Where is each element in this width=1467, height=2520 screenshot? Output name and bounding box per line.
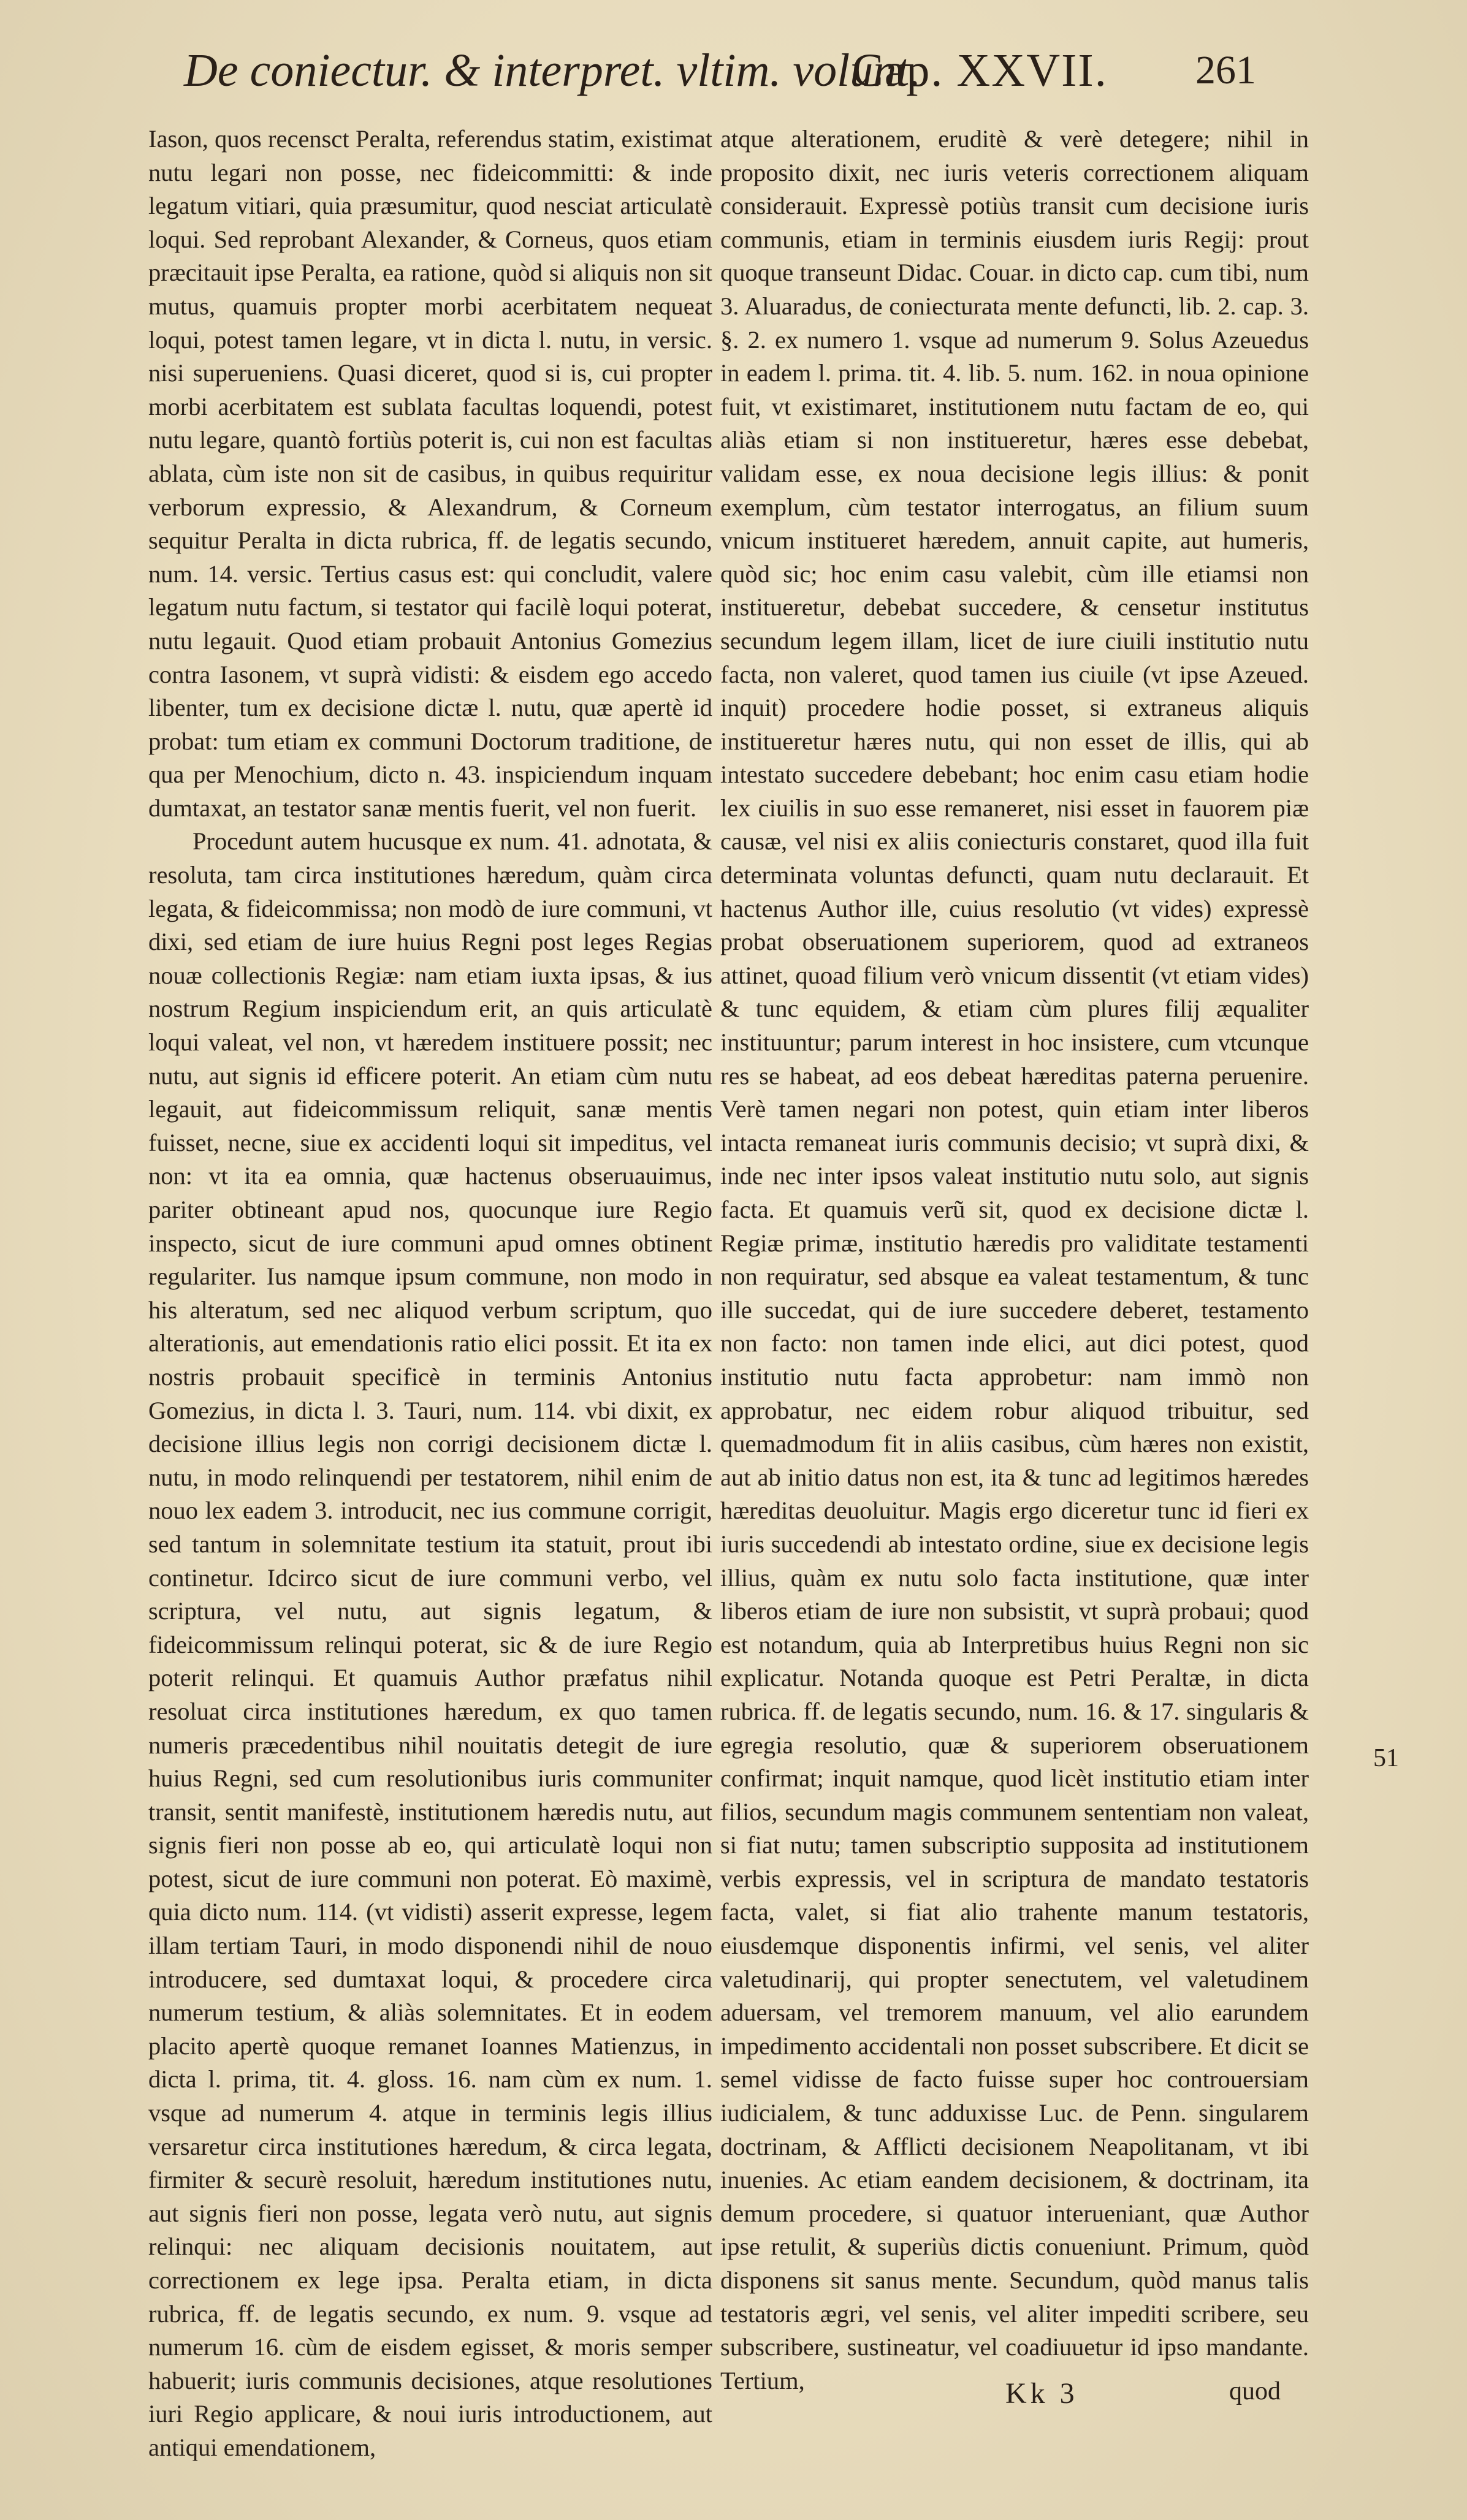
signature-mark: Kk 3 xyxy=(1005,2377,1078,2410)
paragraph: Procedunt autem hucusque ex num. 41. adnotata, & resoluta, tam circa institutiones hæredum, quàm circa legata, & fideicommissa; non modò de iure communi, vt dixi, sed etiam de iure huius Regni post leges Regias nouæ collectionis Regiæ: nam etiam iuxta ipsas, & ius nostrum Regium inspiciendum erit, an quis articulatè loqui valeat, vel non, vt hæredem instituere possit; nec nutu, aut signis id efficere poterit. An etiam cùm nutu legauit, aut fideicommissum reliquit, sanæ mentis fuisset, necne, siue ex accidenti loqui sit impeditus, vel non: vt ita ea omnia, quæ hactenus obseruauimus, pariter obtineant apud nos, quocunque iure Regio inspecto, sicut de iure communi apud omnes obtinent regulariter. Ius namque ipsum commune, non modo in his alteratum, sed nec aliquod verbum scriptum, quo alterationis, aut emendationis ratio elici possit. Et ita ex nostris probauit specificè in terminis Antonius Gomezius, in dicta l. 3. Tauri, num. 114. vbi dixit, ex decisione illius legis non corrigi decisionem dictæ l. nutu, in modo relinquendi per testatorem, nihil enim de nouo lex eadem 3. introducit, nec ius commune corrigit, sed tantum in solemnitate testium ita statuit, prout ibi continetur. Idcirco sicut de iure communi verbo, vel scriptura, vel nutu, aut signis legatum, & fideicommissum relinqui poterat, sic & de iure Regio poterit relinqui. Et quamuis Author præfatus nihil resoluat circa institutiones hæredum, ex quo tamen numeris præcedentibus nihil nouitatis detegit de iure huius Regni, sed cum resolutionibus iuris communiter transit, sentit manifestè, institutionem hæredis nutu, aut signis fieri non posse ab eo, qui articulatè loqui non potest, sicut de iure communi non poterat. Eò maximè, quia dicto num. 114. (vt vidisti) asserit expresse, legem illam tertiam Tauri, in modo disponendi nihil de nouo introducere, sed dumtaxat loqui, & procedere circa numerum testium, & aliàs solemnitates. Et in eodem placito apertè quoque remanet Ioannes Matienzus, in dicta l. prima, tit. 4. gloss. 16. nam cùm ex num. 1. vsque ad numerum 4. atque in terminis legis illius versaretur circa institutiones hæredum, & circa legata, firmiter & securè resoluit, hæredum institutiones nutu, aut signis fieri non posse, legata verò nutu, aut signis relinqui: nec aliquam decisionis nouitatem, aut correctionem ex lege ipsa. Peralta etiam, in dicta rubrica, ff. de legatis secundo, ex num. 9. vsque ad numerum 16. cùm de eisdem egisset, & moris semper habuerit; iuris communis decisiones, atque resolutiones iuri Regio applicare, & noui iuris introductionem, aut antiqui emendationem, xyxy=(148,827,712,2461)
page-number: 261 xyxy=(1195,48,1256,93)
paragraph: atque alterationem, eruditè & verè detegere; nihil in proposito dixit, nec iuris veteris correctionem aliquam considerauit. Expressè potiùs transit cum decisione iuris communis, etiam in terminis eiusdem iuris Regij: prout quoque transeunt Didac. Couar. in dicto cap. cum tibi, num 3. Aluaradus, de coniecturata mente defuncti, lib. 2. cap. 3. §. 2. ex numero 1. vsque ad numerum 9. Solus Azeuedus in eadem l. prima. tit. 4. lib. 5. num. 162. in noua opinione fuit, vt existimaret, institutionem nutu factam de eo, qui aliàs etiam si non institueretur, hæres esse debebat, validam esse, ex noua decisione legis illius: & ponit exemplum, cùm testator interrogatus, an filium suum vnicum institueret hæredem, annuit capite, aut humeris, quòd sic; hoc enim casu valebit, cùm ille etiamsi non institueretur, debebat succedere, & censetur institutus secundum legem illam, licet de iure ciuili institutio nutu facta, non valeret, quod tamen ius ciuile (vt ipse Azeued. inquit) procedere hodie posset, si extraneus aliquis institueretur hæres nutu, qui non esset de illis, qui ab intestato succedere debebant; hoc enim casu etiam hodie lex ciuilis in suo esse remaneret, nisi esset in fauorem piæ causæ, vel nisi ex aliis coniecturis constaret, quod illa fuit determinata voluntas defuncti, quam nutu declarauit. Et hactenus Author ille, cuius resolutio (vt vides) expressè probat obseruationem superiorem, quod ad extraneos attinet, quoad filium verò vnicum dissentit (vt etiam vides) & tunc equidem, & etiam cùm plures filij æqualiter instituuntur; parum interest in hoc insistere, cum vtcunque res se habeat, ad eos debeat hæreditas paterna peruenire. Verè tamen negari non potest, quin etiam inter liberos intacta remaneat iuris communis decisio; vt suprà dixi, & inde nec inter ipsos valeat institutio nutu solo, aut signis facta. Et quamuis verũ sit, quod ex decisione dictæ l. Regiæ primæ, institutio hæredis pro validitate testamenti non requiratur, sed absque ea valeat testamentum, & tunc ille succedat, qui de iure succedere deberet, testamento non facto: non tamen inde elici, aut dici potest, quod institutio nutu facta approbetur: nam immò non approbatur, nec eidem robur aliquod tribuitur, sed quemadmodum fit in aliis casibus, cùm hæres non existit, aut ab initio datus non est, ita & tunc ad legitimos hæredes hæreditas deuoluitur. Magis ergo diceretur tunc id fieri ex iuris succedendi ab intestato ordine, siue ex decisione legis illius, quàm ex nutu solo facta institutione, quæ inter liberos etiam de iure non subsistit, vt suprà probaui; quod est notandum, quia ab Interpretibus huius Regni non sic explicatur. Notanda quoque est Petri Peraltæ, in dicta rubrica. ff. de legatis secundo, num. 16. & 17. singularis & egregia resolutio, quæ & superiorem obseruationem confirmat; inquit namque, quod licèt institutio etiam inter filios, secundum magis communem sententiam non valeat, si fiat nutu; tamen subscriptio supposita ad institutionem verbis expressis, vel in scriptura de mandato testatoris facta, valet, si fiat alio trahente manum testatoris, eiusdemque disponentis infirmi, vel senis, vel aliter valetudinarij, qui propter senectutem, vel valetudinem aduersam, vel tremorem manuum, vel alio earundem impedimento accidentali non posset subscribere. Et dicit se semel vidisse de facto fuisse super hoc controuersiam iudicialem, & tunc adduxisse Luc. de Penn. singularem doctrinam, & Afflicti decisionem Neapolitanam, vt ibi inuenies. Ac etiam eandem decisionem, & doctrinam, ita demum procedere, si quatuor interueniant, quæ Author ipse retulit, & superiùs dictis conueniunt. Primum, quòd disponens sit sanus mente. Secundum, quòd manus talis testatoris ægri, vel senis, vel aliter impediti scribere, seu subscribere, sustineatur, vel coadiuuetur id ipso mandante. Tertium, xyxy=(720,125,1309,2394)
catchword: quod xyxy=(1229,2377,1281,2405)
running-header xyxy=(184,25,1349,116)
chapter-number: Cap. XXVII. xyxy=(852,45,1108,96)
paragraph: Iason, quos recensct Peralta, referendus statim, existimat nutu legari non posse, nec fideicommitti: & inde legatum vitiari, quia præsumitur, quod nesciat articulatè loqui. Sed reprobant Alexander, & Corneus, quos etiam præcitauit ipse Peralta, ea ratione, quòd si aliquis non sit mutus, quamuis propter morbi acerbitatem nequeat loqui, potest tamen legare, vt in dicta l. nutu, in versic. nisi superueniens. Quasi diceret, quod si is, cui propter morbi acerbitatem est sublata facultas loquendi, potest nutu legare, quantò fortiùs poterit is, cui non est facultas ablata, cùm iste non sit de casibus, in quibus requiritur verborum expressio, & Alexandrum, & Corneum sequitur Peralta in dicta rubrica, ff. de legatis secundo, num. 14. versic. Tertius casus est: qui concludit, valere legatum nutu factum, si testator qui facilè loqui poterat, nutu legauit. Quod etiam probauit Antonius Gomezius contra Iasonem, vt suprà vidisti: & eisdem ego accedo libenter, tum ex decisione dictæ l. nutu, quæ apertè id probat: tum etiam ex communi Doctorum traditione, de qua per Menochium, dicto n. 43. inspiciendum inquam dumtaxat, an testator sanæ mentis fuerit, vel non fuerit. xyxy=(148,125,712,822)
right-column xyxy=(720,123,1309,2397)
margin-note: 51 xyxy=(1373,1744,1399,1772)
running-title: De coniectur. & interpret. vltim. volunt. xyxy=(184,45,921,96)
left-column xyxy=(148,123,712,2465)
